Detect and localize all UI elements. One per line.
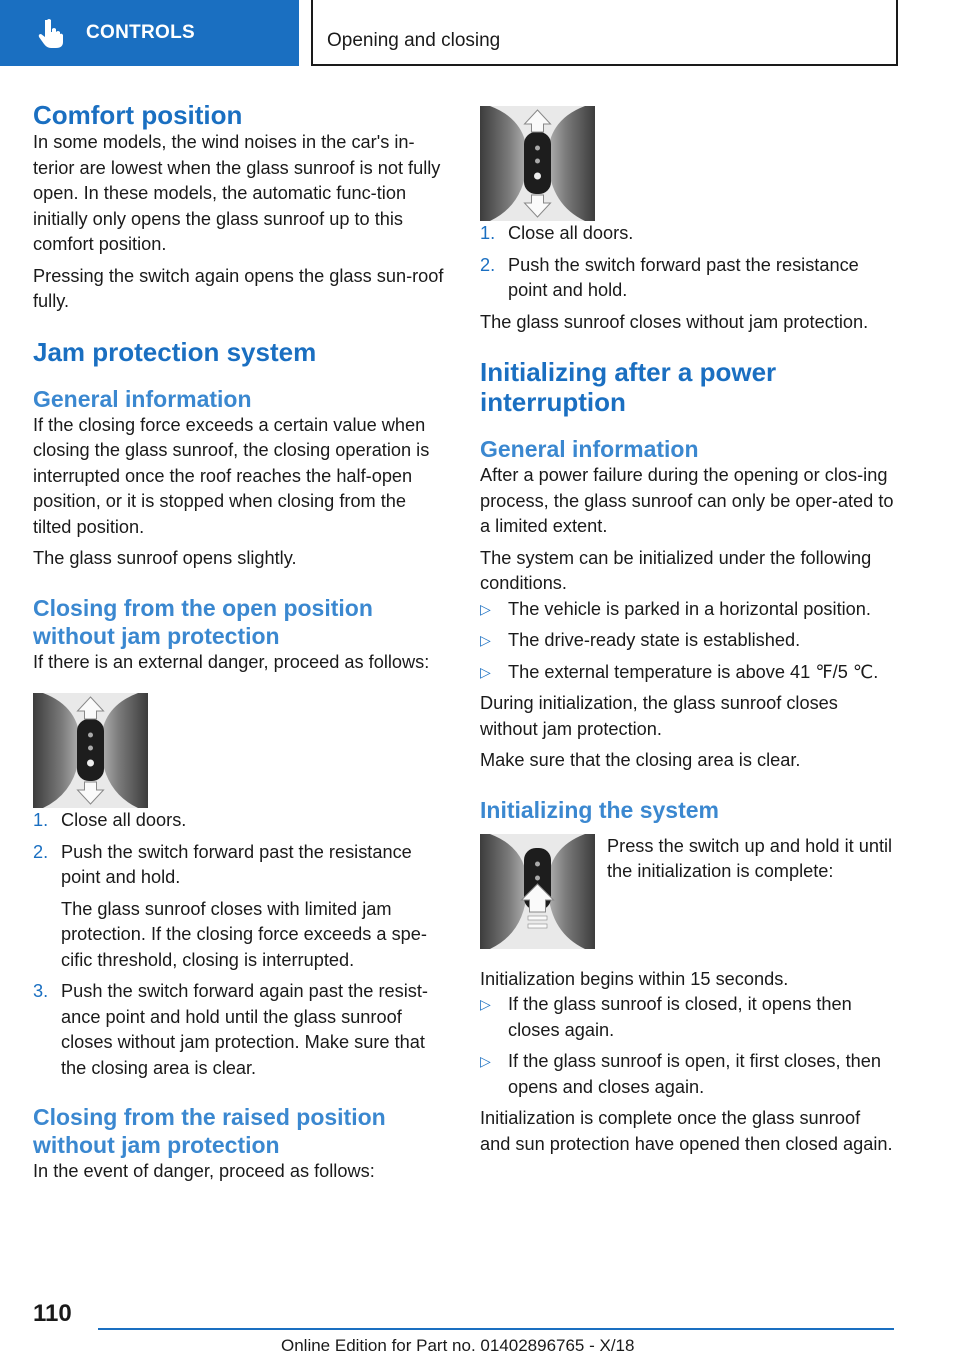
init-begins: Initialization begins within 15 seconds. — [480, 968, 789, 989]
list-item — [480, 992, 894, 1043]
step-number: 1. — [480, 223, 496, 243]
step-text: Close all doors. — [61, 810, 187, 830]
list-item — [480, 1049, 894, 1100]
case-text: If the glass sunroof is open, it first closes, then opens and closes again. — [508, 1051, 882, 1097]
raised-result: The glass sunroof closes without jam protection. — [480, 311, 869, 332]
step-text: Push the switch forward again past the resist-ance point and hold until the glass sunroof closes without jam protection. Make sure that the closing area is clear. — [61, 981, 428, 1078]
page-number: 110 — [33, 1300, 72, 1327]
list-item — [480, 221, 894, 247]
open-position-heading: Closing from the open position without jam protection — [33, 594, 373, 649]
chapter-title: Opening and closing — [327, 30, 501, 51]
footer-divider — [98, 1328, 894, 1330]
general-heading: General information — [480, 436, 699, 462]
general-paragraph: If the closing force exceeds a certain value when closing the glass sunroof, the closing operation is interrupted once the roof reaches the half-open position, or it is stopped when closing from the tilted position. — [33, 414, 430, 537]
raised-position-intro: In the event of danger, proceed as follows: — [33, 1161, 375, 1181]
edition-text: Online Edition for Part no. 01402896765 - X/18 — [281, 1336, 635, 1355]
list-item — [480, 597, 894, 623]
step-text: Push the switch forward past the resistance point and hold. — [508, 254, 859, 300]
triangle-bullet-icon: ▷ — [480, 1053, 491, 1069]
list-item — [33, 808, 449, 834]
init-complete: Initialization is complete once the glass sunroof and sun protection have opened then closed again. — [480, 1108, 893, 1154]
step-number: 3. — [33, 981, 49, 1001]
steps-list — [480, 221, 894, 304]
condition-text: The drive-ready state is established. — [508, 630, 801, 650]
comfort-heading: Comfort position — [33, 100, 243, 130]
case-text: If the glass sunroof is closed, it opens then closes again. — [508, 994, 852, 1040]
init-paragraph: During initialization, the glass sunroof closes without jam protection. — [480, 693, 838, 739]
list-item — [480, 253, 894, 304]
list-item — [480, 660, 894, 686]
triangle-bullet-icon: ▷ — [480, 632, 491, 648]
list-item — [33, 840, 449, 974]
jam-heading: Jam protection system — [33, 336, 317, 367]
init-heading: Initializing after a power interruption — [480, 357, 777, 417]
open-position-intro: If there is an external danger, proceed as follows: — [33, 651, 430, 672]
chapter-header — [311, 0, 898, 66]
comfort-paragraph: In some models, the wind noises in the car's in-terior are lowest when the glass sunroof is not fully open. In these models, the automatic func-tion initially only opens the glass sunroof up to this comfort position. — [33, 132, 441, 254]
system-heading: Initializing the system — [480, 796, 719, 823]
right-column — [480, 106, 894, 1157]
step-number: 2. — [480, 254, 496, 275]
condition-text: The external temperature is above 41 ℉/5 ℃. — [508, 661, 879, 682]
switch-illustration-forward — [33, 693, 148, 808]
raised-position-heading: Closing from the raised position without jam protection — [33, 1104, 386, 1158]
triangle-bullet-icon: ▷ — [480, 663, 491, 680]
step-number: 1. — [33, 810, 49, 830]
general-paragraph-2: The system can be initialized under the following conditions. — [480, 547, 872, 593]
init-instruction — [480, 834, 894, 949]
general-heading: General information — [33, 385, 252, 412]
step-number: 2. — [33, 841, 49, 862]
step-text: Close all doors. — [508, 223, 634, 243]
triangle-bullet-icon: ▷ — [480, 600, 491, 617]
steps-list — [33, 808, 449, 1081]
cases-list — [480, 992, 894, 1100]
init-paragraph-2: Make sure that the closing area is clear. — [480, 750, 801, 770]
list-item — [480, 628, 894, 654]
general-paragraph: After a power failure during the opening or clos-ing process, the glass sunroof can only be oper-ated to a limited extent. — [480, 465, 894, 536]
step-text: Push the switch forward past the resistance point and hold. — [61, 841, 412, 887]
section-label: CONTROLS — [86, 22, 196, 43]
switch-illustration-up — [480, 834, 595, 949]
conditions-list — [480, 597, 894, 686]
list-item — [33, 979, 449, 1081]
condition-text: The vehicle is parked in a horizontal position. — [508, 598, 871, 619]
comfort-paragraph-2: Pressing the switch again opens the glass sun-roof fully. — [33, 265, 444, 311]
left-column — [33, 100, 449, 1185]
section-tab[interactable] — [0, 0, 299, 66]
general-paragraph-2: The glass sunroof opens slightly. — [33, 548, 297, 568]
switch-illustration-forward — [480, 106, 595, 221]
system-instruction: Press the switch up and hold it until the initialization is complete: — [607, 835, 893, 881]
pointing-hand-icon — [38, 18, 64, 48]
step-subtext: The glass sunroof closes with limited jam protection. If the closing force exceeds a spe-cific threshold, closing is interrupted. — [61, 898, 427, 970]
triangle-bullet-icon: ▷ — [480, 996, 491, 1012]
